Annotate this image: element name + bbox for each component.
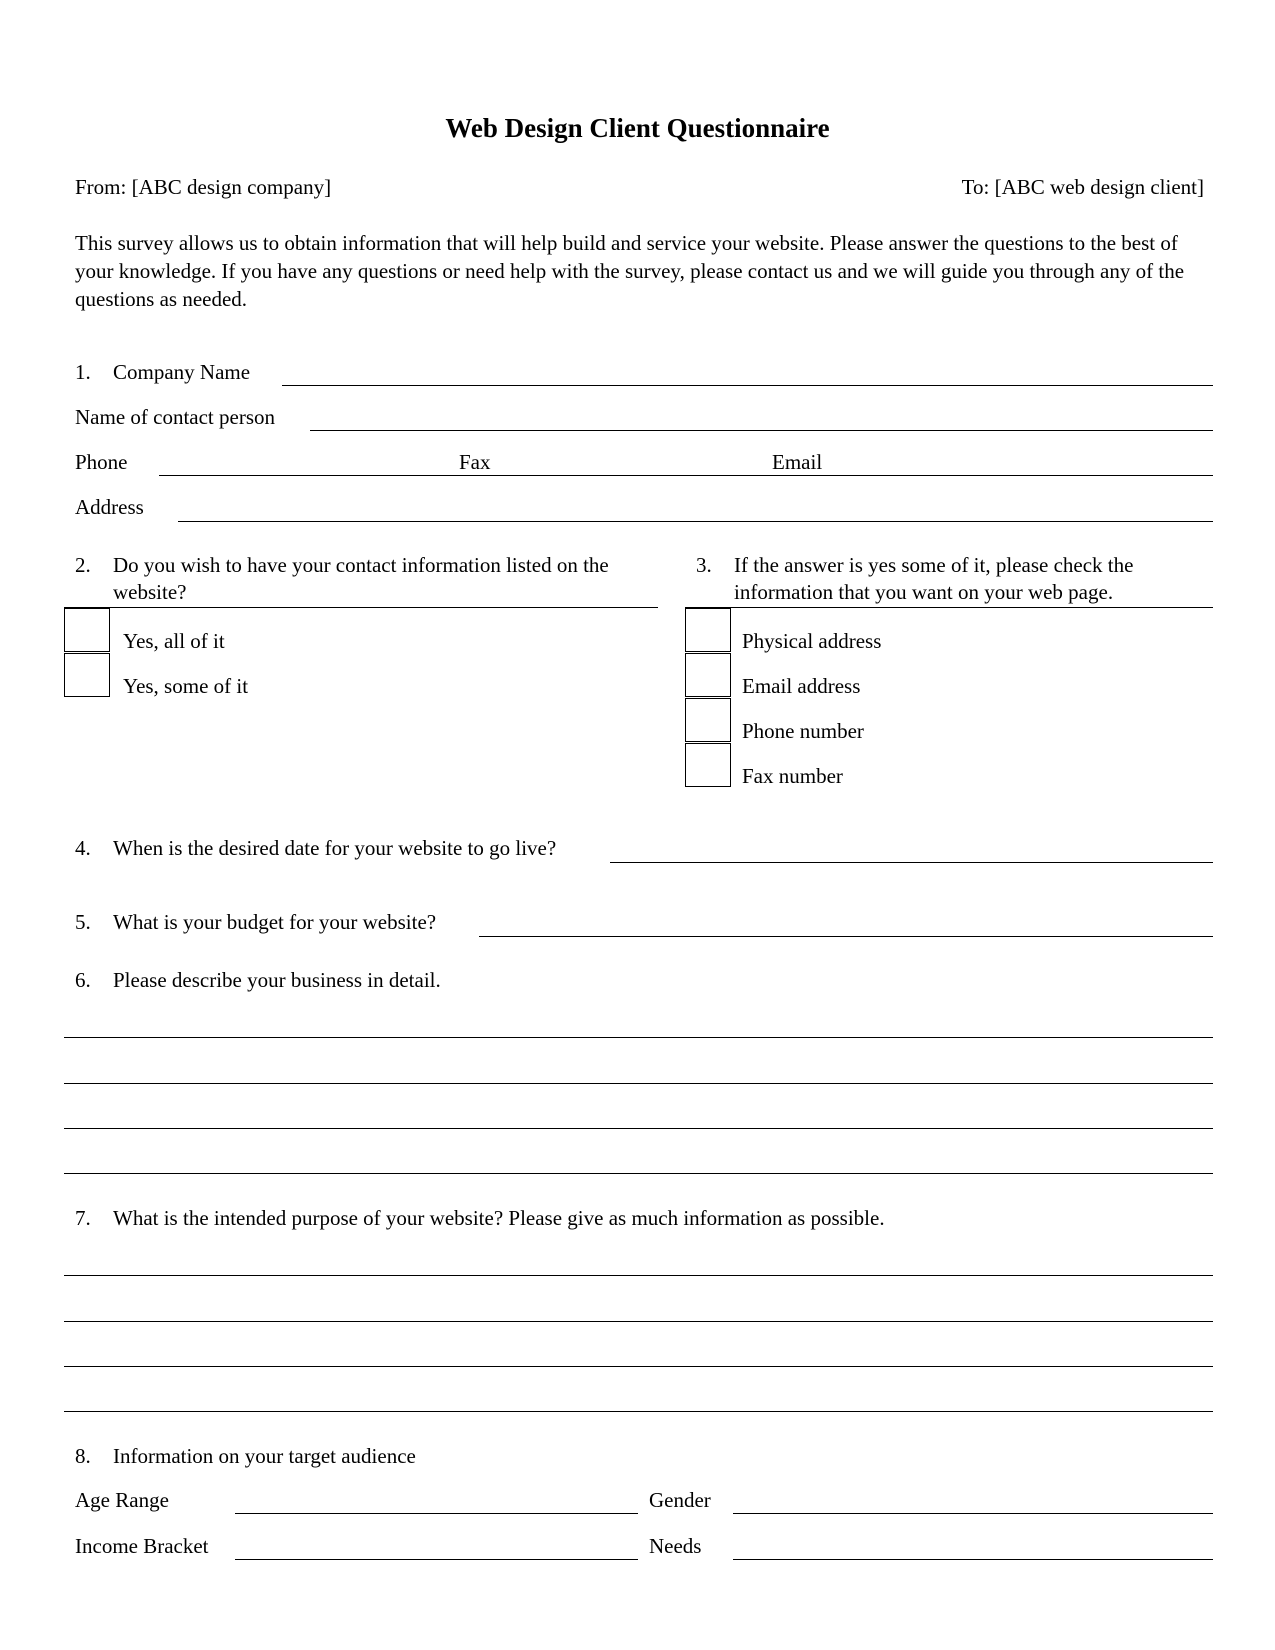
- needs-field[interactable]: [733, 1559, 1213, 1560]
- gender-field[interactable]: [733, 1513, 1213, 1514]
- q1-number: 1.: [75, 360, 91, 384]
- q7-text: What is the intended purpose of your website? Please give as much information as possible.: [113, 1206, 885, 1230]
- gender-label: Gender: [649, 1488, 711, 1512]
- q8-number: 8.: [75, 1444, 91, 1468]
- needs-label: Needs: [649, 1534, 702, 1558]
- address-label: Address: [75, 495, 144, 519]
- q3-option-fax: Fax number: [742, 764, 843, 788]
- intro-paragraph: This survey allows us to obtain information that will help build and service your website. Please answer the questions to the best of your knowledge. If you have any questions or need help with the survey, please contact us and we will guide you through any of the questions as needed.: [75, 231, 1185, 311]
- age-range-label: Age Range: [75, 1488, 169, 1512]
- q2-text: Do you wish to have your contact information listed on the website?: [113, 553, 609, 604]
- q3-checkbox-fax[interactable]: [685, 743, 731, 787]
- q3-rule: [685, 607, 1213, 608]
- q3-text: If the answer is yes some of it, please check the information that you want on your web page.: [734, 553, 1134, 604]
- q2-checkbox-all[interactable]: [64, 608, 110, 652]
- q3-checkbox-email[interactable]: [685, 653, 731, 697]
- phone-fax-email-field[interactable]: [159, 475, 1213, 476]
- page-title: Web Design Client Questionnaire: [445, 113, 830, 143]
- q2-checkbox-some[interactable]: [64, 653, 110, 697]
- age-range-field[interactable]: [235, 1513, 638, 1514]
- company-name-field[interactable]: [282, 385, 1213, 386]
- income-bracket-field[interactable]: [235, 1559, 638, 1560]
- q3-option-phone: Phone number: [742, 719, 864, 743]
- q2-number: 2.: [75, 553, 91, 577]
- business-description-line[interactable]: [64, 1173, 1213, 1174]
- q3-checkbox-physical[interactable]: [685, 608, 731, 652]
- q6-text: Please describe your business in detail.: [113, 968, 441, 992]
- fax-label: Fax: [459, 450, 491, 474]
- q6-number: 6.: [75, 968, 91, 992]
- company-name-label: Company Name: [113, 360, 251, 384]
- contact-person-field[interactable]: [310, 430, 1213, 431]
- q5-text: What is your budget for your website?: [113, 910, 437, 934]
- email-label: Email: [772, 450, 823, 474]
- phone-label: Phone: [75, 450, 128, 474]
- q3-number: 3.: [696, 553, 712, 577]
- website-purpose-line[interactable]: [64, 1321, 1213, 1322]
- q2-option-all: Yes, all of it: [123, 629, 225, 653]
- income-bracket-label: Income Bracket: [75, 1534, 209, 1558]
- website-purpose-line[interactable]: [64, 1411, 1213, 1412]
- q7-number: 7.: [75, 1206, 91, 1230]
- go-live-date-field[interactable]: [610, 862, 1213, 863]
- q3-option-physical: Physical address: [742, 629, 882, 653]
- q4-text: When is the desired date for your website to go live?: [113, 836, 557, 860]
- website-purpose-line[interactable]: [64, 1275, 1213, 1276]
- q3-checkbox-phone[interactable]: [685, 698, 731, 742]
- business-description-line[interactable]: [64, 1037, 1213, 1038]
- q2-rule: [64, 607, 658, 608]
- q3-option-email: Email address: [742, 674, 861, 698]
- to-line: To: [ABC web design client]: [961, 175, 1204, 199]
- business-description-line[interactable]: [64, 1128, 1213, 1129]
- q8-text: Information on your target audience: [113, 1444, 416, 1468]
- q2-option-some: Yes, some of it: [123, 674, 249, 698]
- address-field[interactable]: [178, 521, 1213, 522]
- contact-person-label: Name of contact person: [75, 405, 276, 429]
- q5-number: 5.: [75, 910, 91, 934]
- q4-number: 4.: [75, 836, 91, 860]
- from-line: From: [ABC design company]: [75, 175, 332, 199]
- website-purpose-line[interactable]: [64, 1366, 1213, 1367]
- budget-field[interactable]: [479, 936, 1213, 937]
- business-description-line[interactable]: [64, 1083, 1213, 1084]
